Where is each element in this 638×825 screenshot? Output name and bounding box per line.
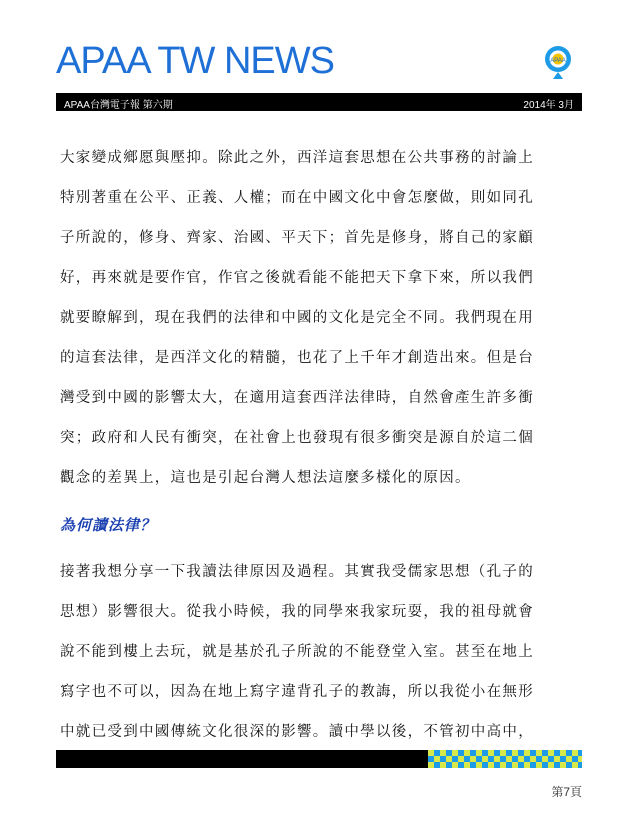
text-line: 接著我想分享一下我讀法律原因及過程。其實我受儒家思想（孔子的	[60, 564, 534, 580]
text-line: 好，再來就是要作官，作官之後就看能不能把天下拿下來，所以我們	[60, 270, 534, 286]
text-line: 思想）影響很大。從我小時候，我的同學來我家玩耍，我的祖母就會	[60, 604, 534, 620]
text-line: 寫字也不可以，因為在地上寫字違背孔子的教誨，所以我從小在無形	[60, 684, 534, 700]
text-line: 突；政府和人民有衝突，在社會上也發現有很多衝突是源自於這二個	[60, 430, 534, 446]
text-line: 子所說的，修身、齊家、治國、平天下；首先是修身，將自己的家顧	[60, 230, 534, 246]
page-number: 第7頁	[551, 785, 582, 799]
issue-label: APAA台灣電子報 第六期	[64, 100, 173, 111]
text-line: 灣受到中國的影響太大，在適用這套西洋法律時，自然會產生許多衝	[60, 390, 534, 406]
text-line: 特別著重在公平、正義、人權；而在中國文化中會怎麼做，則如同孔	[60, 190, 534, 206]
text-line: 觀念的差異上，這也是引起台灣人想法這麼多樣化的原因。	[60, 470, 471, 486]
paragraph-2	[60, 552, 565, 752]
text-line: 就要瞭解到，現在我們的法律和中國的文化是完全不同。我們現在用	[60, 310, 534, 326]
footer-checker-pattern	[428, 750, 582, 768]
header-bar	[56, 93, 582, 111]
text-line: 中就已受到中國傳統文化很深的影響。讀中學以後，不管初中高中，	[60, 724, 534, 740]
masthead-title: APAA TW NEWS	[56, 40, 334, 82]
apaa-logo-icon	[543, 44, 573, 80]
logo-text: APAA	[550, 58, 566, 64]
article-body	[60, 138, 565, 752]
text-line: 大家變成鄉愿與壓抑。除此之外，西洋這套思想在公共事務的討論上	[60, 150, 534, 166]
paragraph-1	[60, 138, 565, 498]
text-line: 的這套法律，是西洋文化的精髓，也花了上千年才創造出來。但是台	[60, 350, 534, 366]
issue-date: 2014年 3月	[523, 100, 574, 111]
text-line: 說不能到樓上去玩，就是基於孔子所說的不能登堂入室。甚至在地上	[60, 644, 534, 660]
section-heading: 為何讀法律？	[60, 516, 157, 534]
